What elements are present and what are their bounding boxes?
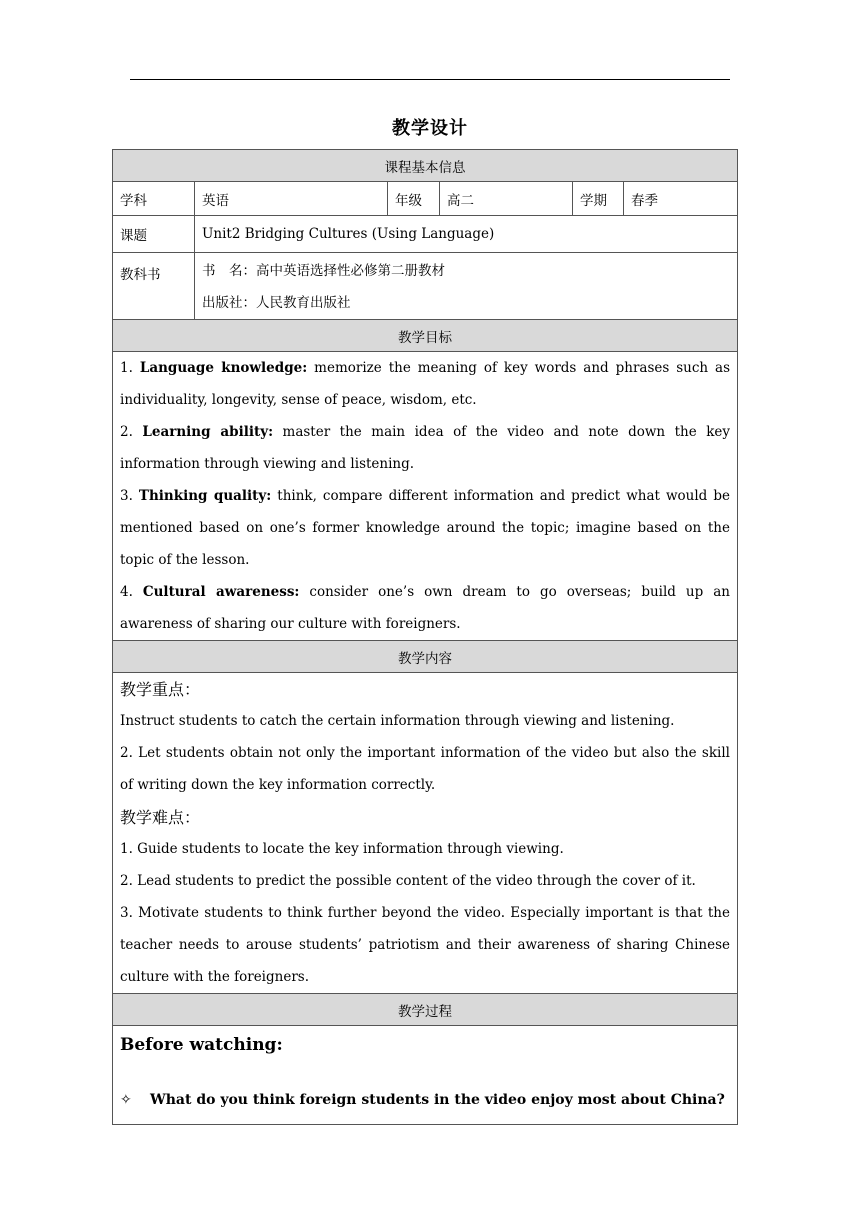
- textbook-info: [195, 253, 738, 320]
- key-points-title: 教学重点：: [120, 680, 201, 699]
- subject-grade-term-row: [113, 182, 738, 216]
- topic-label: 课题: [113, 216, 195, 253]
- textbook-publisher: 出版社：人民教育出版社: [202, 295, 351, 311]
- difficulty-item: 1. Guide students to locate the key information through viewing.: [120, 841, 564, 857]
- process-row: [113, 1026, 738, 1125]
- topic-value: Unit2 Bridging Cultures (Using Language): [195, 216, 738, 253]
- key-point-item: 2. Let students obtain not only the important information of the video but also the skill of writing down the key information correctly.: [120, 745, 730, 793]
- term-value: 春季: [624, 182, 738, 216]
- difficulty-item: 3. Motivate students to think further beyond the video. Especially important is that the teacher needs to arouse students’ patriotism and their awareness of sharing Chinese culture with the foreigners.: [120, 905, 730, 985]
- textbook-row: [113, 253, 738, 320]
- objectives-header: 教学目标: [113, 320, 738, 352]
- objectives-row: [113, 352, 738, 641]
- basic-info-header: 课程基本信息: [113, 150, 738, 182]
- textbook-label: 教科书: [113, 253, 195, 320]
- content-row: [113, 673, 738, 994]
- process-header-row: [113, 994, 738, 1026]
- objectives-header-row: [113, 320, 738, 352]
- basic-info-header-row: [113, 150, 738, 182]
- difficulty-item: 2. Lead students to predict the possible content of the video through the cover of it.: [120, 873, 696, 889]
- objective-title: Language knowledge:: [139, 360, 308, 376]
- objective-item: 2. Learning ability: master the main idea of the video and note down the key information through viewing and listening.: [120, 424, 730, 472]
- topic-row: [113, 216, 738, 253]
- process-cell: [113, 1026, 738, 1125]
- question-item: [120, 1086, 730, 1124]
- header-rule: [130, 79, 730, 80]
- grade-label: 年级: [388, 182, 440, 216]
- diamond-bullet-icon: ✧: [120, 1092, 132, 1108]
- difficulties-title: 教学难点：: [120, 808, 201, 827]
- objective-item: 4. Cultural awareness: consider one’s own dream to go overseas; build up an awareness of sharing our culture with foreigners.: [120, 584, 730, 632]
- document-title: 教学设计: [392, 118, 468, 139]
- textbook-name: 书 名：高中英语选择性必修第二册教材: [202, 263, 445, 279]
- objective-title: Thinking quality:: [138, 488, 272, 504]
- term-label: 学期: [573, 182, 624, 216]
- content-cell: [113, 673, 738, 994]
- subject-value: 英语: [195, 182, 388, 216]
- lesson-plan-table: [112, 149, 738, 1125]
- content-header: 教学内容: [113, 641, 738, 673]
- objectives-cell: [113, 352, 738, 641]
- stage-title: Before watching:: [120, 1035, 283, 1055]
- grade-value: 高二: [440, 182, 573, 216]
- process-header: 教学过程: [113, 994, 738, 1026]
- objective-title: Cultural awareness:: [142, 584, 300, 600]
- objective-item: 1. Language knowledge: memorize the meaning of key words and phrases such as individuality, longevity, sense of peace, wisdom, etc.: [120, 360, 731, 408]
- objective-item: 3. Thinking quality: think, compare different information and predict what would be mentioned based on one’s former knowledge around the topic; imagine based on the topic of the lesson.: [120, 488, 730, 568]
- question-text: What do you think foreign students in the video enjoy most about China?: [150, 1092, 725, 1108]
- content-header-row: [113, 641, 738, 673]
- objective-title: Learning ability:: [142, 424, 274, 440]
- key-point-item: Instruct students to catch the certain information through viewing and listening.: [120, 713, 675, 729]
- subject-label: 学科: [113, 182, 195, 216]
